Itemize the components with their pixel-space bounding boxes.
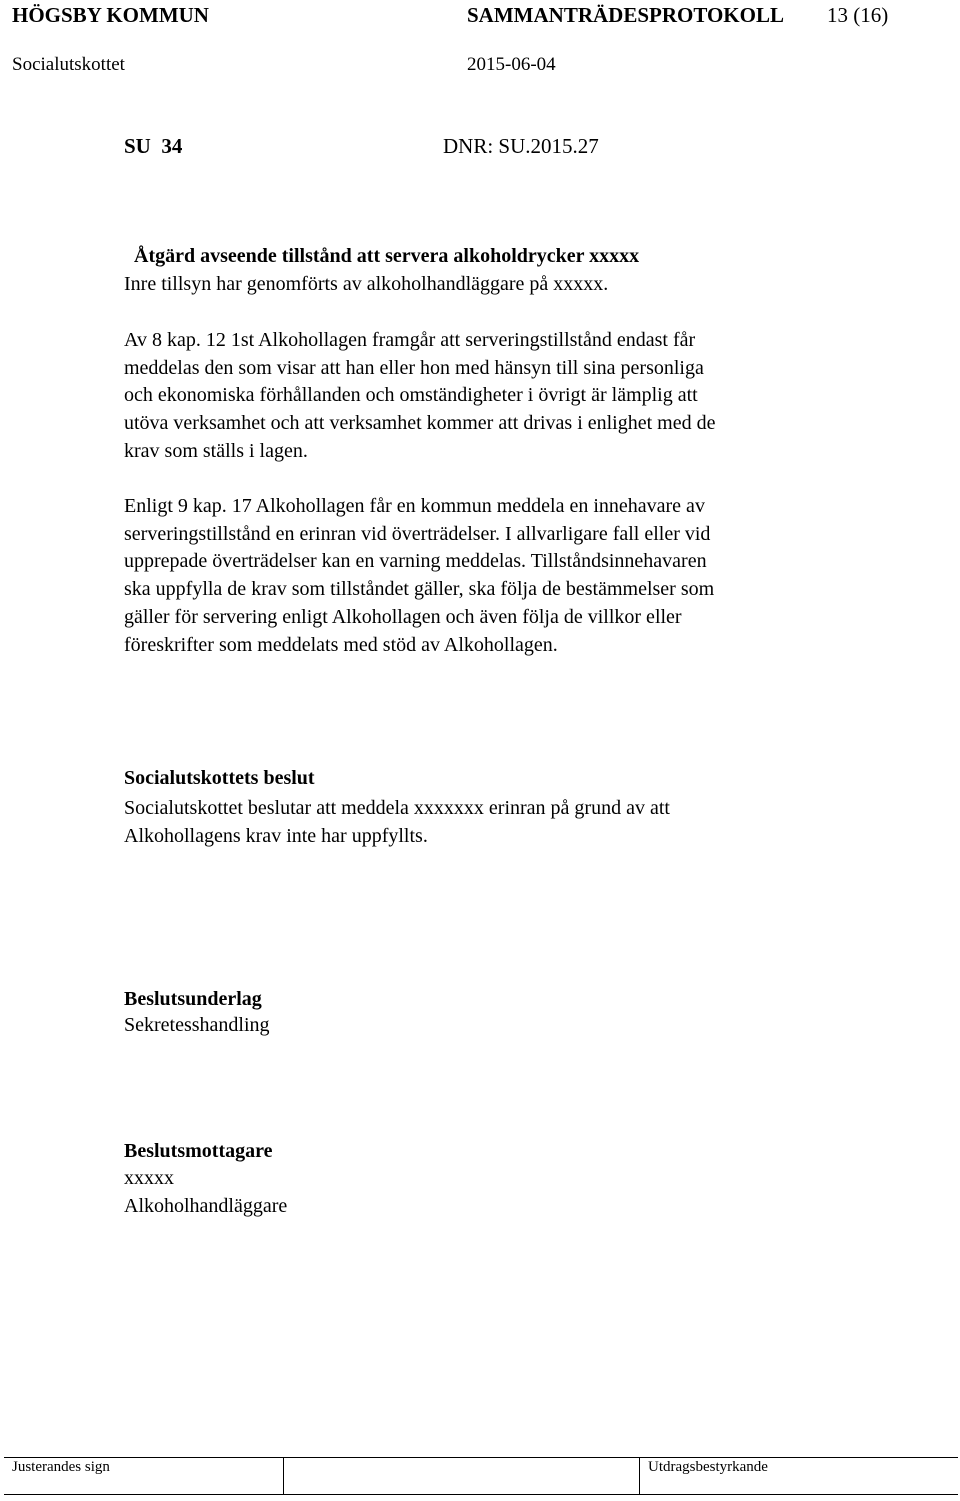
paragraph-line: och ekonomiska förhållanden och omständigheter i övrigt är lämplig att <box>124 384 698 407</box>
blank-cell <box>284 1458 640 1494</box>
decision-heading: Socialutskottets beslut <box>124 767 315 789</box>
recipients-heading: Beslutsmottagare <box>124 1140 273 1162</box>
paragraph-line: föreskrifter som meddelats med stöd av Alkohollagen. <box>124 633 558 656</box>
page-number: 13 (16) <box>827 3 889 27</box>
section-number: SU 34 <box>124 134 183 158</box>
basis-heading: Beslutsunderlag <box>124 988 262 1010</box>
intro-text: Inre tillsyn har genomförts av alkoholhandläggare på xxxxx. <box>124 273 609 295</box>
paragraph-law-8-12 <box>124 327 844 466</box>
basis-text: Sekretesshandling <box>124 1014 270 1036</box>
paragraph-line: Enligt 9 kap. 17 Alkohollagen får en kommun meddela en innehavare av <box>124 495 705 517</box>
paragraph-line: upprepade överträdelser kan en varning meddelas. Tillståndsinnehavaren <box>124 550 707 573</box>
sign-label: Justerandes sign <box>12 1459 110 1475</box>
recipient-item: Alkoholhandläggare <box>124 1194 288 1217</box>
paragraph-line: serveringstillstånd en erinran vid överträdelser. I allvarligare fall eller vid <box>124 522 711 545</box>
case-title: Åtgärd avseende tillstånd att servera alkoholdrycker xxxxx <box>134 245 640 267</box>
signature-footer <box>4 1457 958 1495</box>
sign-cell <box>4 1458 284 1494</box>
case-dnr: DNR: SU.2015.27 <box>443 134 599 158</box>
decision-line: Socialutskottet beslutar att meddela xxxxxxx erinran på grund av att <box>124 797 670 819</box>
recipient-item: xxxxx <box>124 1167 174 1189</box>
paragraph-line: ska uppfylla de krav som tillståndet gäller, ska följa de bestämmelser som <box>124 578 715 601</box>
municipality-name: HÖGSBY KOMMUN <box>12 3 209 27</box>
extract-label: Utdragsbestyrkande <box>648 1459 768 1475</box>
decision-text <box>124 795 844 850</box>
extract-cell <box>640 1458 958 1494</box>
recipients-list <box>124 1165 844 1220</box>
paragraph-line: krav som ställs i lagen. <box>124 439 308 462</box>
paragraph-line: gäller för servering enligt Alkohollagen och även följa de villkor eller <box>124 605 682 628</box>
document-type: SAMMANTRÄDESPROTOKOLL <box>467 3 784 27</box>
decision-line: Alkohollagens krav inte har uppfyllts. <box>124 824 428 847</box>
committee-name: Socialutskottet <box>12 54 125 75</box>
paragraph-line: utöva verksamhet och att verksamhet kommer att drivas i enlighet med de <box>124 412 716 435</box>
paragraph-line: meddelas den som visar att han eller hon med hänsyn till sina personliga <box>124 356 704 379</box>
meeting-date: 2015-06-04 <box>467 54 556 75</box>
paragraph-law-9-17 <box>124 493 844 659</box>
paragraph-line: Av 8 kap. 12 1st Alkohollagen framgår att serveringstillstånd endast får <box>124 329 696 351</box>
